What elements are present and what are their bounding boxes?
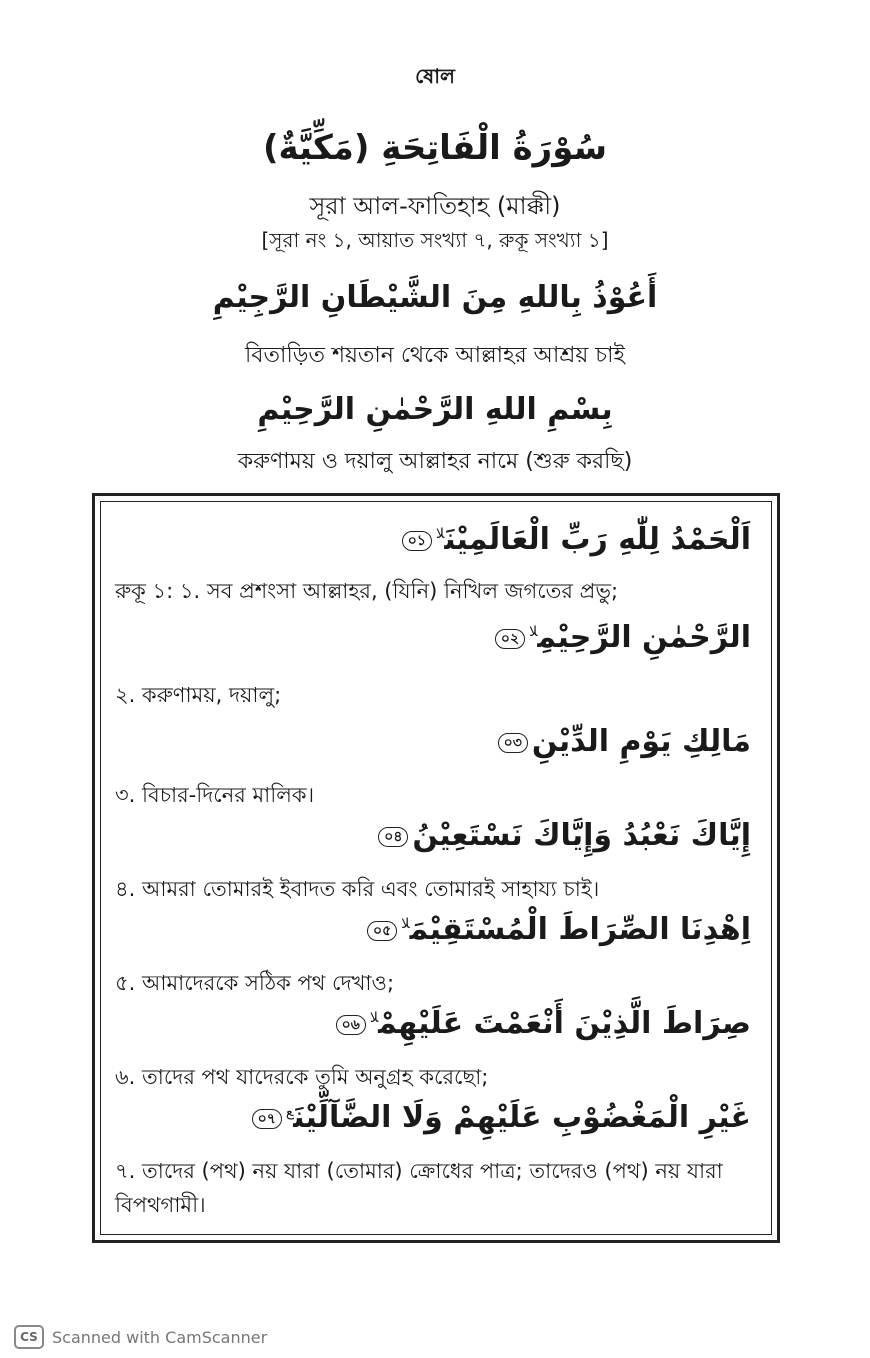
ayah-3-marker: ০৩ <box>498 733 528 753</box>
scanner-credit-text: Scanned with CamScanner <box>52 1327 268 1347</box>
verse-2-arabic <box>491 620 751 655</box>
verse-4-text: إِيَّاكَ نَعْبُدُ وَإِيَّاكَ نَسْتَعِيْنُ <box>412 818 751 853</box>
verse-5-text: اِهْدِنَا الصِّرَاطَ الْمُسْتَقِيْمَ <box>409 912 751 947</box>
verse-1-text: اَلْحَمْدُ لِلّٰهِ رَبِّ الْعَالَمِيْنَ <box>444 522 751 557</box>
verse-2-stop-mark: لا <box>529 624 538 640</box>
verse-6-text: صِرَاطَ الَّذِيْنَ أَنْعَمْتَ عَلَيْهِمْ <box>378 1006 751 1041</box>
verse-1-arabic <box>398 522 751 557</box>
ayah-6-marker: ০৬ <box>336 1015 366 1035</box>
verse-7-bengali: ৭. তাদের (পথ) নয় যারা (তোমার) ক্রোধের পাত্র; তাদেরও (পথ) নয় যারা বিপথগামী। <box>115 1159 723 1217</box>
ayah-2-marker: ০২ <box>495 629 525 649</box>
verse-6-stop-mark: لا <box>369 1010 379 1026</box>
ayah-5-marker: ০৫ <box>367 921 397 941</box>
ayah-4-marker: ০৪ <box>378 827 408 847</box>
taawwudh-arabic: أَعُوْذُ بِاللهِ مِنَ الشَّيْطَانِ الرَّجِيْمِ <box>212 280 658 315</box>
surah-title-arabic: سُوْرَةُ الْفَاتِحَةِ (مَكِّيَّةٌ) <box>262 128 608 168</box>
verse-7-arabic <box>248 1100 751 1135</box>
verse-1-bengali: রুকূ ১: ১. সব প্রশংসা আল্লাহর, (যিনি) নিখিল জগতের প্রভু; <box>115 579 619 603</box>
surah-info: [সূরা নং ১, আয়াত সংখ্যা ৭, রুকূ সংখ্যা ১] <box>261 228 609 252</box>
verse-box-inner-border <box>100 501 772 1235</box>
basmala-bengali: করুণাময় ও দয়ালু আল্লাহর নামে (শুরু করছি) <box>237 449 633 474</box>
verse-box <box>92 493 780 1243</box>
ayah-7-marker: ০৭ <box>252 1109 282 1129</box>
surah-title-bengali: সূরা আল-ফাতিহাহ (মাক্কী) <box>309 192 561 220</box>
verse-4-arabic <box>374 818 751 853</box>
verse-3-arabic <box>494 724 751 759</box>
scanner-credit <box>14 1324 267 1350</box>
verse-6-arabic <box>332 1006 751 1041</box>
verse-3-bengali: ৩. বিচার-দিনের মালিক। <box>115 783 315 807</box>
verse-3-text: مَالِكِ يَوْمِ الدِّيْنِ <box>531 724 751 759</box>
verse-5-stop-mark: لا <box>401 916 410 932</box>
taawwudh-bengali: বিতাড়িত শয়তান থেকে আল্লাহর আশ্রয় চাই <box>245 343 625 368</box>
verse-2-bengali: ২. করুণাময়, দয়ালু; <box>115 683 282 707</box>
verse-7-stop-mark: ع <box>285 1104 294 1120</box>
page-number: ষোল <box>415 64 455 88</box>
ayah-1-marker: ০১ <box>402 531 432 551</box>
verse-2-text: الرَّحْمٰنِ الرَّحِيْمِ <box>537 620 751 655</box>
basmala-arabic: بِسْمِ اللهِ الرَّحْمٰنِ الرَّحِيْمِ <box>257 392 613 427</box>
camscanner-icon: CS <box>14 1325 44 1349</box>
verse-5-bengali: ৫. আমাদেরকে সঠিক পথ দেখাও; <box>115 971 395 995</box>
verse-4-bengali: ৪. আমরা তোমারই ইবাদত করি এবং তোমারই সাহায্য চাই। <box>115 877 600 901</box>
verse-1-stop-mark: لا <box>435 526 445 542</box>
verse-5-arabic <box>363 912 751 947</box>
verse-6-bengali: ৬. তাদের পথ যাদেরকে তুমি অনুগ্রহ করেছো; <box>115 1065 489 1089</box>
verse-7-text: غَيْرِ الْمَغْضُوْبِ عَلَيْهِمْ وَلَا الضَّآلِّيْنَ <box>293 1100 751 1135</box>
